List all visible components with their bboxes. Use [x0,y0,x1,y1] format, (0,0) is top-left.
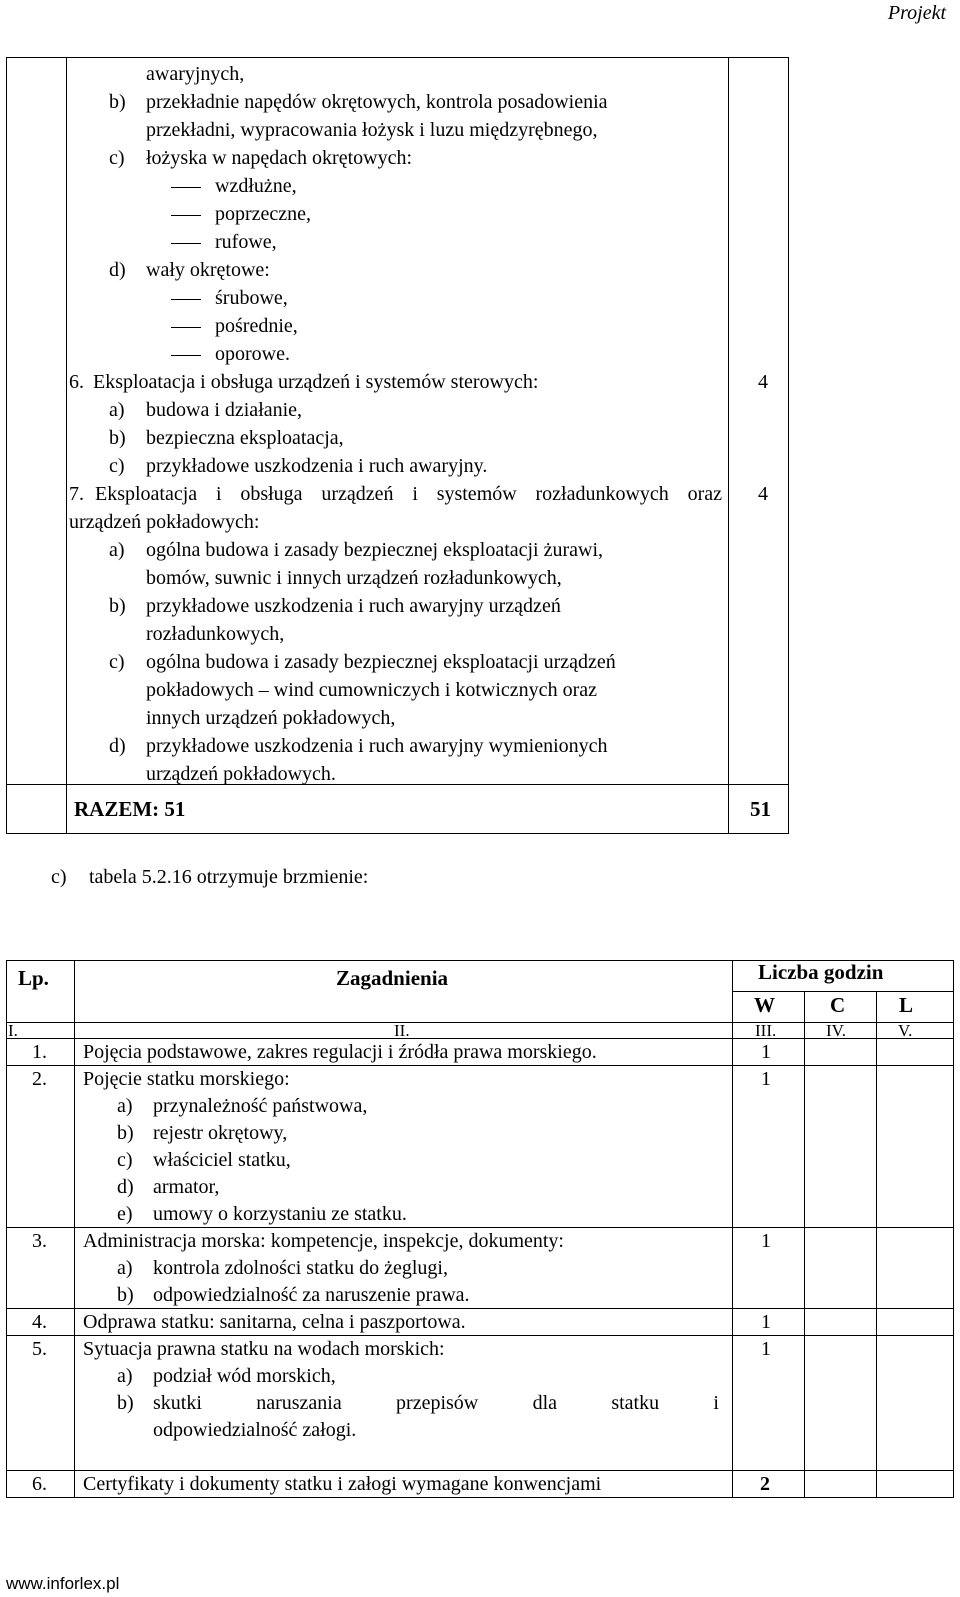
list-marker: c) [109,455,125,477]
word: dla [532,1392,557,1414]
dash-bullet [171,187,201,188]
column-header-liczba-godzin: Liczba godzin [758,960,884,984]
row-number: 3. [32,1230,47,1252]
list-marker: a) [109,399,125,421]
list-item: umowy o korzystaniu ze statku. [153,1203,407,1225]
row-number: 6. [32,1473,47,1495]
row-hours-w: 1 [761,1041,771,1063]
list-item: kontrola zdolności statku do żeglugi, [153,1257,448,1279]
item-number: 7. [69,483,84,505]
column-header-w: W [754,993,775,1017]
list-item: ogólna budowa i zasady bezpiecznej eksploatacji żurawi, [146,539,604,561]
column-header-l: L [899,993,914,1017]
dash-bullet [171,327,201,328]
list-marker: d) [109,259,126,281]
word: przepisów [396,1392,479,1414]
list-item: przekładni, wypracowania łożysk i luzu międzyrębnego, [146,119,598,141]
row-topic: Pojęcia podstawowe, zakres regulacji i źródła prawa morskiego. [83,1041,597,1063]
hours-value: 4 [758,371,768,393]
row-number: 2. [32,1068,47,1090]
total-hours: 51 [750,797,771,821]
list-marker: c) [109,147,125,169]
list-marker: b) [117,1122,134,1144]
item-title [69,368,538,396]
syllabus-table-continued [6,57,789,834]
list-item: awaryjnych, [146,63,245,85]
column-number: V. [898,1021,913,1040]
footer-url: www.inforlex.pl [6,1574,120,1593]
list-item-justified [153,1390,719,1417]
list-item: innych urządzeń pokładowych, [146,707,396,729]
column-divider [804,991,805,1498]
list-item: przykładowe uszkodzenia i ruch awaryjny wymienionych [146,735,608,757]
list-marker: b) [117,1392,134,1414]
list-marker: a) [117,1365,133,1387]
list-item: armator, [153,1176,220,1198]
list-item: urządzeń pokładowych. [146,763,336,785]
word: i [713,1392,719,1414]
word: i [412,483,418,505]
row-hours-w: 1 [761,1338,771,1360]
row-hours-w: 2 [760,1473,770,1495]
list-item: odpowiedzialność załogi. [153,1419,357,1441]
list-marker: b) [109,91,126,113]
row-topic: Pojęcie statku morskiego: [83,1068,290,1090]
row-divider [6,1022,954,1023]
row-hours-w: 1 [761,1068,771,1090]
list-item: przykładowe uszkodzenia i ruch awaryjny. [146,455,488,477]
list-item: odpowiedzialność za naruszenie prawa. [153,1284,470,1306]
dash-bullet [171,243,201,244]
word: urządzeń [321,483,394,505]
list-marker: e) [117,1203,133,1225]
list-item: podział wód morskich, [153,1365,336,1387]
column-divider [732,960,733,1498]
row-topic: Odprawa statku: sanitarna, celna i paszportowa. [83,1311,466,1333]
list-marker: c) [109,651,125,673]
column-header-zagadnienia: Zagadnienia [336,966,449,990]
dash-bullet [171,299,201,300]
row-divider [6,784,789,785]
word: Eksploatacja [95,483,198,505]
dash-bullet [171,355,201,356]
instruction-text: tabela 5.2.16 otrzymuje brzmienie: [89,866,369,888]
item-title-text: Eksploatacja i obsługa urządzeń i systemów sterowych: [93,371,539,393]
word: oraz [687,483,722,505]
word: naruszania [256,1392,342,1414]
item-number: 6. [69,371,84,393]
list-marker: b) [109,595,126,617]
item-title-line [95,480,722,508]
row-hours-w: 1 [761,1311,771,1333]
total-label: RAZEM: 51 [74,797,186,821]
list-item: łożyska w napędach okrętowych: [146,147,413,169]
word: i [215,483,222,505]
word: statku [611,1392,660,1414]
list-item: bomów, suwnic i innych urządzeń rozładunkowych, [146,567,562,589]
list-item: pośrednie, [215,315,298,337]
column-number: II. [394,1021,410,1040]
row-number: 5. [32,1338,47,1360]
list-item: przykładowe uszkodzenia i ruch awaryjny urządzeń [146,595,561,617]
list-item: rejestr okrętowy, [153,1122,288,1144]
row-number: 4. [32,1311,47,1333]
list-item: poprzeczne, [215,203,312,225]
column-number: IV. [826,1021,846,1040]
word: rozładunkowych [535,483,669,505]
hours-value: 4 [758,483,768,505]
row-topic: Sytuacja prawna statku na wodach morskich: [83,1338,445,1360]
column-number: III. [755,1021,777,1040]
list-item: śrubowe, [215,287,288,309]
list-item: ogólna budowa i zasady bezpiecznej eksploatacji urządzeń [146,651,616,673]
list-marker: b) [117,1284,134,1306]
dash-bullet [171,215,201,216]
word: skutki [153,1392,202,1414]
page-header-label: Projekt [887,2,946,24]
row-hours-w: 1 [761,1230,771,1252]
item-title-line: urządzeń pokładowych: [69,511,260,533]
list-item: rufowe, [215,231,277,253]
list-marker: d) [117,1176,134,1198]
word: obsługa [240,483,303,505]
list-item: pokładowych – wind cumowniczych i kotwicznych oraz [146,679,597,701]
list-item: wały okrętowe: [146,259,270,281]
column-divider [876,991,877,1498]
column-divider [728,57,729,834]
list-item: wzdłużne, [215,175,297,197]
list-item: budowa i działanie, [146,399,303,421]
column-number: I. [8,1021,18,1040]
list-item: przynależność państwowa, [153,1095,368,1117]
column-divider [74,960,75,1498]
list-marker: a) [117,1095,133,1117]
list-item: bezpieczna eksploatacja, [146,427,344,449]
row-topic: Certyfikaty i dokumenty statku i załogi wymagane konwencjami [83,1473,602,1495]
list-marker: d) [109,735,126,757]
list-item: oporowe. [215,343,290,365]
list-marker: c) [117,1149,133,1171]
list-item: właściciel statku, [153,1149,291,1171]
word: systemów [436,483,517,505]
list-item: przekładnie napędów okrętowych, kontrola posadowienia [146,91,608,113]
row-number: 1. [32,1041,47,1063]
instruction-marker: c) [51,866,67,888]
list-marker: b) [109,427,126,449]
syllabus-table-5-2-16 [6,960,954,1498]
column-header-lp: Lp. [18,966,49,990]
list-marker: a) [117,1257,133,1279]
row-topic: Administracja morska: kompetencje, inspekcje, dokumenty: [83,1230,564,1252]
list-item: rozładunkowych, [146,623,285,645]
column-header-c: C [830,993,846,1017]
list-marker: a) [109,539,125,561]
column-divider [66,57,67,834]
